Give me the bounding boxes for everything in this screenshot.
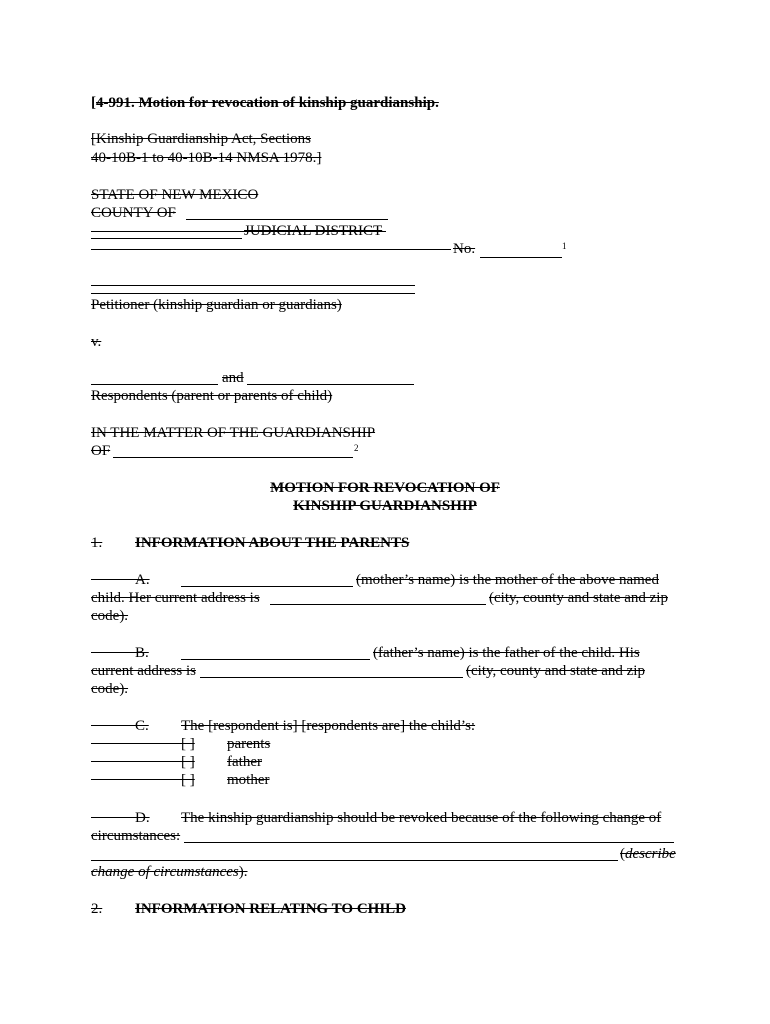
document-title-line1: MOTION FOR REVOCATION OF [270, 480, 500, 496]
option-father-label: father [227, 754, 262, 770]
rule-heading [91, 95, 439, 112]
mother-name-blank-line [181, 586, 353, 587]
item-a-text2: child. Her current address is [91, 590, 260, 606]
item-b-text3: (city, county and state and zip [466, 663, 645, 679]
father-address-blank-line [200, 677, 463, 678]
district-blank-line [91, 238, 242, 239]
county-label: COUNTY OF [91, 205, 176, 221]
option-parents-label: parents [227, 736, 271, 752]
describe-note-cont: change of circumstances). [91, 864, 248, 880]
circumstances-blank-line-1 [184, 842, 674, 843]
versus-label: v. [91, 334, 102, 350]
item-a-letter: A. [135, 572, 150, 588]
item-b-text2: current address is [91, 663, 196, 679]
father-name-blank-line [181, 659, 370, 660]
mother-address-blank-line [270, 604, 486, 605]
matter-line2: OF [91, 443, 111, 459]
checkbox-parents[interactable]: [ ] [181, 736, 195, 752]
option-mother-label: mother [227, 772, 270, 788]
indent-rule [91, 579, 135, 580]
caption-divider-line [91, 249, 451, 250]
indent-rule [91, 761, 181, 762]
item-c-text: The [respondent is] [respondents are] the child’s: [181, 718, 476, 734]
bracket: [ [91, 95, 96, 111]
item-a-text3: (city, county and state and zip [489, 590, 668, 606]
act-citation-line2: 40-10B-1 to 40-10B-14 NMSA 1978.] [91, 150, 322, 166]
state-label: STATE OF NEW MEXICO [91, 187, 259, 203]
indent-rule [91, 743, 181, 744]
footnote-2-marker: 2 [354, 443, 359, 453]
respondent2-blank-line [247, 384, 414, 385]
section2-number: 2. [91, 901, 103, 917]
county-blank-line [186, 219, 388, 220]
and-label: and [222, 370, 244, 386]
petitioner-blank-line-2 [91, 293, 415, 294]
respondents-label: Respondents (parent or parents of child) [91, 388, 333, 404]
indent-rule [91, 779, 181, 780]
item-d-letter: D. [135, 810, 150, 826]
item-c-letter: C. [135, 718, 149, 734]
describe-note: (describe [620, 846, 676, 862]
document-title-line2: KINSHIP GUARDIANSHIP [293, 498, 477, 514]
petitioner-label: Petitioner (kinship guardian or guardians) [91, 297, 342, 313]
rule-number-title: 4-991. Motion for revocation of kinship guardianship. [96, 95, 439, 111]
item-d-text1: The kinship guardianship should be revoked because of the following change of [181, 810, 662, 826]
checkbox-father[interactable]: [ ] [181, 754, 195, 770]
respondent1-blank-line [91, 384, 218, 385]
child-name-blank-line [113, 457, 353, 458]
item-a-text1: (mother’s name) is the mother of the above named [356, 572, 659, 588]
petitioner-blank-line-1 [91, 285, 415, 286]
item-b-text4: code). [91, 681, 129, 697]
indent-rule [91, 817, 135, 818]
item-d-text2: circumstances: [91, 828, 181, 844]
footnote-1-marker: 1 [562, 241, 567, 251]
section1-heading: INFORMATION ABOUT THE PARENTS [135, 535, 410, 551]
item-b-text1: (father’s name) is the father of the child. His [373, 645, 640, 661]
district-label: JUDICIAL DISTRICT [244, 223, 383, 239]
section2-heading: INFORMATION RELATING TO CHILD [135, 901, 407, 917]
item-b-letter: B. [135, 645, 149, 661]
case-number-blank-line [480, 257, 562, 258]
indent-rule [91, 725, 135, 726]
case-number-label: No. [453, 241, 476, 257]
item-a-text4: code). [91, 608, 129, 624]
circumstances-blank-line-2 [91, 860, 618, 861]
section1-number: 1. [91, 535, 103, 551]
indent-rule [91, 652, 135, 653]
checkbox-mother[interactable]: [ ] [181, 772, 195, 788]
matter-line1: IN THE MATTER OF THE GUARDIANSHIP [91, 425, 376, 441]
act-citation-line1: [Kinship Guardianship Act, Sections [91, 131, 311, 147]
